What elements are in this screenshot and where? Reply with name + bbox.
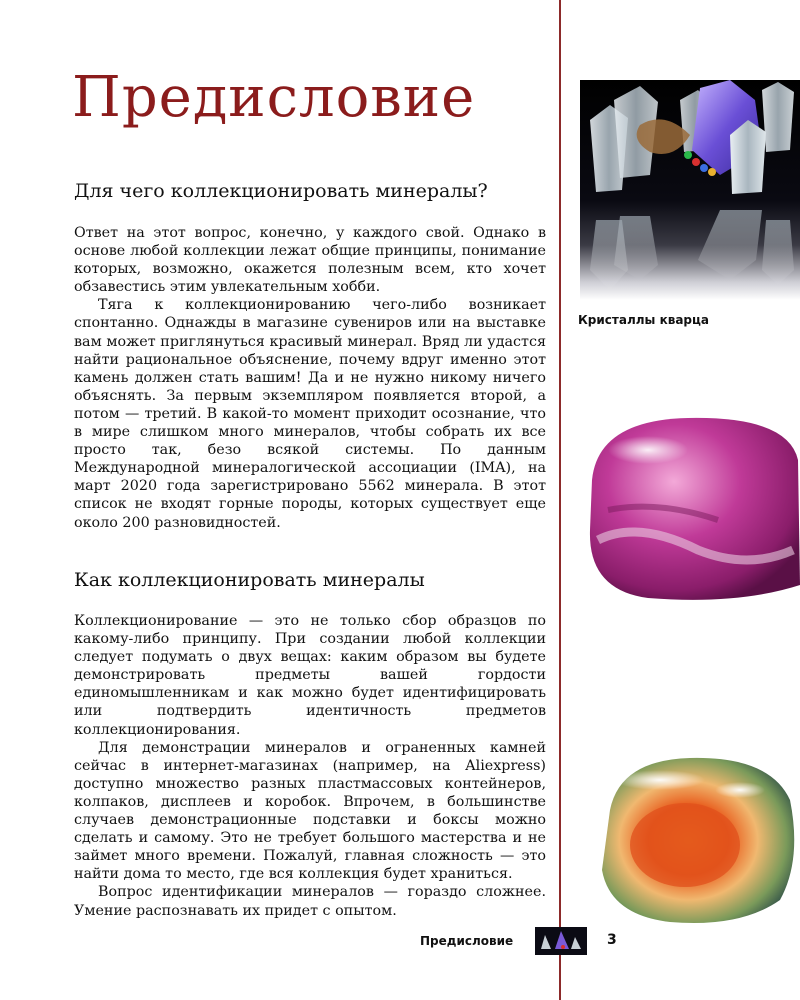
page-number: 3 (607, 932, 617, 948)
section-body-why-collect (74, 224, 546, 532)
pink-mineral-photo (578, 410, 800, 605)
paragraph: Вопрос идентификации минералов — гораздо сложнее. Умение распознавать их придет с опытом. (74, 884, 546, 919)
footer-section-label: Предисловие (420, 934, 514, 948)
footer-thumbnail (535, 927, 587, 955)
quartz-crystals-photo (580, 80, 800, 300)
section-heading-why-collect: Для чего коллекционировать минералы? (74, 180, 488, 202)
quartz-caption: Кристаллы кварца (578, 313, 709, 327)
section-heading-how-collect: Как коллекционировать минералы (74, 569, 425, 591)
margin-divider (559, 0, 561, 1000)
page-title: Предисловие (72, 65, 476, 130)
section-body-how-collect (74, 612, 546, 920)
paragraph: Для демонстрации минералов и ограненных камней сейчас в интернет-магазинах (например, на Aliexpress) доступно множество разных пластмассовых контейнеров, колпаков, дисплеев и коробок. Впрочем, в большинстве случаев демонстрационные подставки и боксы можно сделать и самому. Это не требует большого мастерства и не займет много времени. Пожалуй, главная сложность — это найти дома то место, где вся коллекция будет храниться. (74, 739, 546, 883)
paragraph: Ответ на этот вопрос, конечно, у каждого свой. Однако в основе любой коллекции лежат общие принципы, понимание которых, возможно, окажется полезным всем, кто хочет обзавестись этим увлекательным хобби. (74, 225, 546, 296)
paragraph: Тяга к коллекционированию чего-либо возникает спонтанно. Однажды в магазине сувениров или на выставке вам может приглянуться красивый минерал. Вряд ли удастся найти рациональное объяснение, почему вдруг именно этот камень должен стать вашим! Да и не нужно никому ничего объяснять. За первым экземпляром появляется второй, а потом — третий. В какой-то момент приходит осознание, что в мире слишком много минералов, чтобы собрать их все просто так, безо всякой системы. По данным Международной минералогической ассоциации (IMA), на март 2020 года зарегистрировано 5562 минерала. В этот список не входят горные породы, которых существует еще около 200 разновидностей. (74, 297, 546, 531)
paragraph: Коллекционирование — это не только сбор образцов по какому-либо принципу. При создании любой коллекции следует подумать о двух вещах: каким образом вы будете демонстрировать предметы вашей гордости единомышленникам и как можно будет идентифицировать или подтвердить идентичность предметов коллекционирования. (74, 613, 546, 738)
polished-jasper-photo (590, 750, 800, 930)
